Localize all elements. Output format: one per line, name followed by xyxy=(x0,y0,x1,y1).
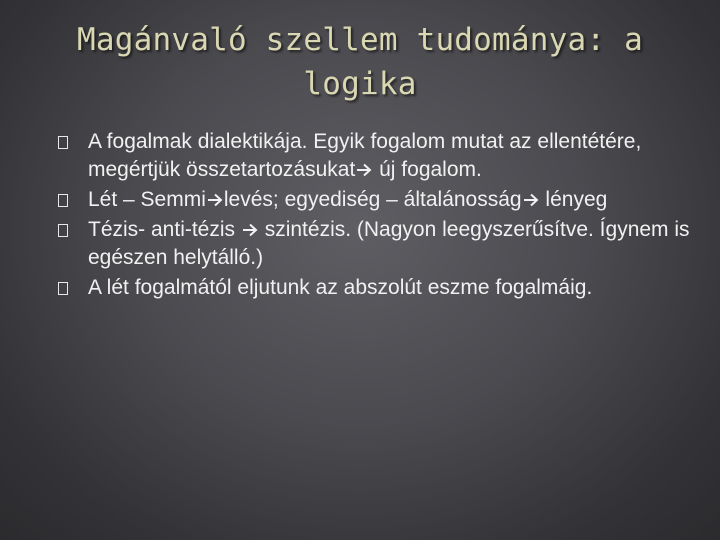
bullet-item-2 xyxy=(58,186,698,214)
square-bullet-icon xyxy=(58,136,68,149)
bullet-1-text-a: A fogalmak dialektikája. Egyik fogalom mutat az ellentétére, megértjük összetartozásukat xyxy=(88,130,642,181)
bullet-item-4 xyxy=(58,274,698,302)
arrow-right-icon xyxy=(242,223,258,237)
arrow-right-icon xyxy=(523,193,539,207)
bullet-3-text-b: szintézis. (Nagyon leegyszerűsítve. Ígynem is egészen helytálló.) xyxy=(88,218,690,269)
slide-title xyxy=(40,18,680,106)
arrow-right-icon xyxy=(207,193,223,207)
bullet-3-text-a: Tézis- anti-tézis xyxy=(88,218,241,241)
bullet-1-text-b: új fogalom. xyxy=(373,158,482,181)
square-bullet-icon xyxy=(58,282,68,295)
bullet-item-3 xyxy=(58,216,698,272)
bullet-2-text-a: Lét – Semmi xyxy=(88,188,206,211)
bullet-2-text-b: levés; egyediség – általánosság xyxy=(223,188,522,211)
title-line-1: Magánvaló szellem tudománya: a xyxy=(77,22,643,58)
title-line-2: logika xyxy=(303,66,417,102)
square-bullet-icon xyxy=(58,194,68,207)
arrow-right-icon xyxy=(356,163,372,177)
bullet-list xyxy=(58,128,698,304)
bullet-item-1 xyxy=(58,128,698,184)
square-bullet-icon xyxy=(58,224,68,237)
bullet-2-text-c: lényeg xyxy=(539,188,608,211)
bullet-4-text: A lét fogalmától eljutunk az abszolút eszme fogalmáig. xyxy=(88,276,593,299)
